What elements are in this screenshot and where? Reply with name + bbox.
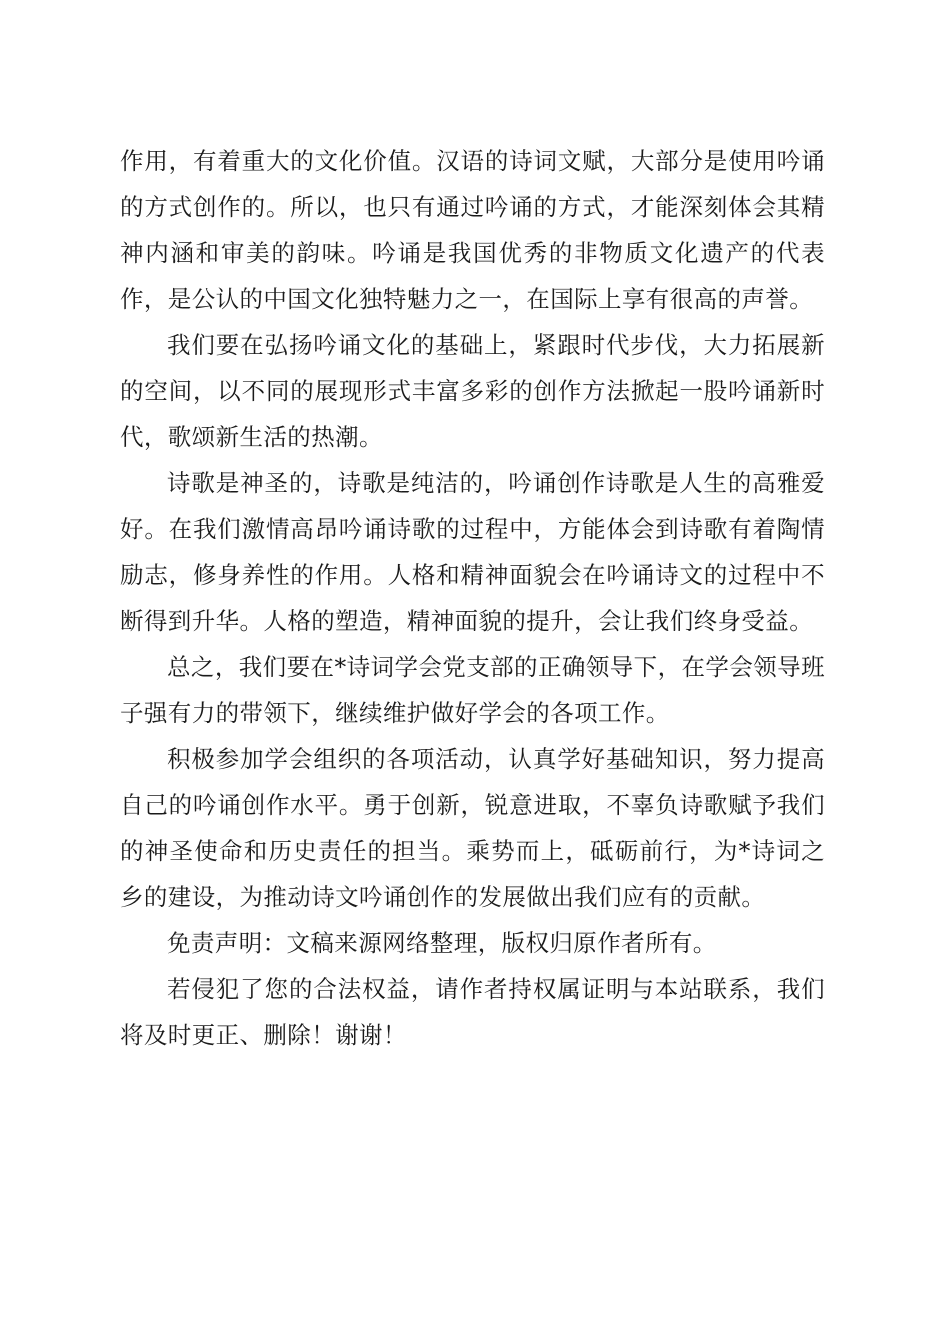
contact-notice-paragraph: 若侵犯了您的合法权益，请作者持权属证明与本站联系，我们将及时更正、删除！谢谢！ [120, 975, 825, 1049]
paragraph: 积极参加学会组织的各项活动，认真学好基础知识，努力提高自己的吟诵创作水平。勇于创新，锐意进取，不辜负诗歌赋予我们的神圣使命和历史责任的担当。乘势而上，砥砺前行，为*诗词之乡的建设，为推动诗文吟诵创作的发展做出我们应有的贡献。 [120, 745, 825, 911]
paragraph: 总之，我们要在*诗词学会党支部的正确领导下，在学会领导班子强有力的带领下，继续维护做好学会的各项工作。 [120, 653, 825, 727]
document-body [120, 138, 825, 1058]
paragraph: 我们要在弘扬吟诵文化的基础上，紧跟时代步伐，大力拓展新的空间，以不同的展现形式丰富多彩的创作方法掀起一股吟诵新时代，歌颂新生活的热潮。 [120, 331, 825, 451]
disclaimer-paragraph: 免责声明：文稿来源网络整理，版权归原作者所有。 [167, 929, 717, 957]
paragraph: 诗歌是神圣的，诗歌是纯洁的，吟诵创作诗歌是人生的高雅爱好。在我们激情高昂吟诵诗歌的过程中，方能体会到诗歌有着陶情励志，修身养性的作用。人格和精神面貌会在吟诵诗文的过程中不断得到升华。人格的塑造，精神面貌的提升，会让我们终身受益。 [120, 469, 825, 635]
paragraph-continued: 作用，有着重大的文化价值。汉语的诗词文赋，大部分是使用吟诵的方式创作的。所以，也只有通过吟诵的方式，才能深刻体会其精神内涵和审美的韵味。吟诵是我国优秀的非物质文化遗产的代表作，是公认的中国文化独特魅力之一，在国际上享有很高的声誉。 [120, 147, 825, 313]
